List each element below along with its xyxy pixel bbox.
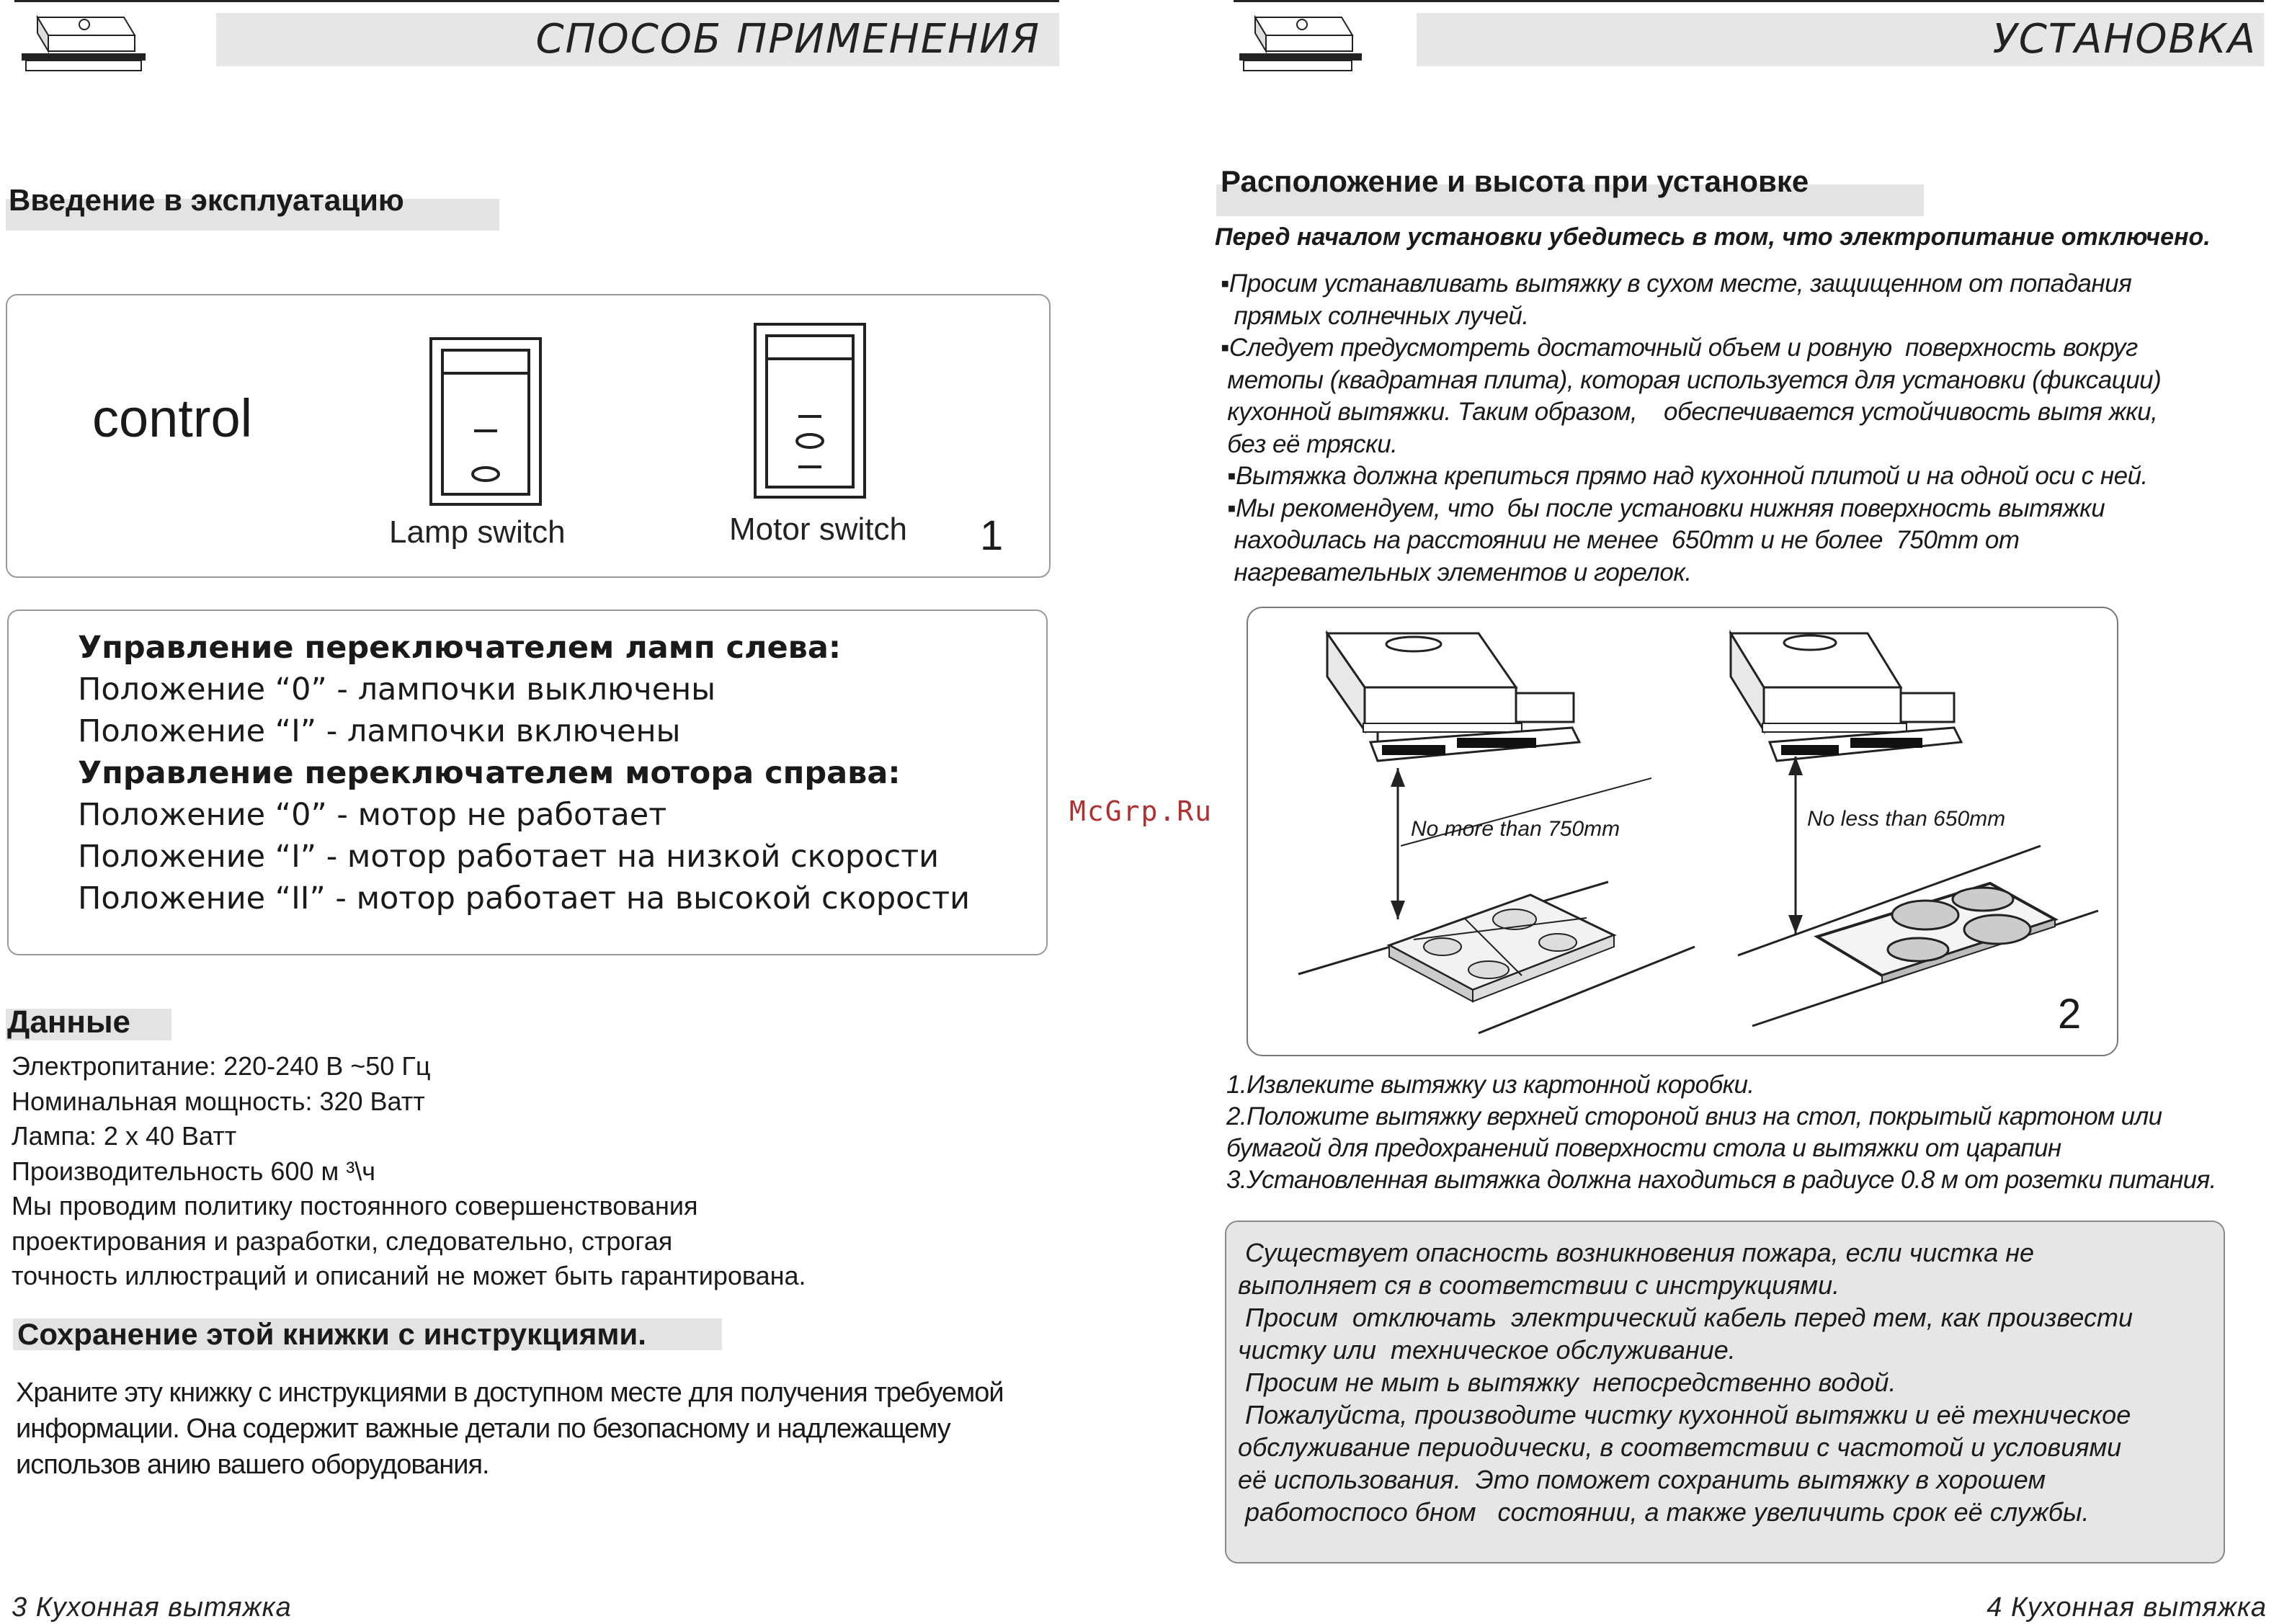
text-line: проектирования и разработки, следовательно, строгая bbox=[12, 1226, 673, 1256]
text-line: Управление переключателем ламп слева: bbox=[78, 630, 842, 666]
motor-switch-label: Motor switch bbox=[729, 512, 907, 547]
text-line: бумагой для предохранений поверхности стола и вытяжки от царапин bbox=[1226, 1134, 2061, 1162]
top-rule-left bbox=[14, 0, 1059, 2]
data-list bbox=[12, 1049, 806, 1294]
lamp-switch-icon bbox=[421, 336, 550, 509]
text-line: ▪Просим устанавливать вытяжку в сухом месте, защищенном от попадания bbox=[1221, 269, 2132, 298]
switch-description-box bbox=[7, 610, 1048, 955]
lamp-switch-label: Lamp switch bbox=[389, 514, 566, 550]
text-line: Существует опасность возникновения пожара, если чистка не bbox=[1238, 1238, 2035, 1267]
text-line: кухонной вытяжки. Таким образом, обеспечивается устойчивость вытя жки, bbox=[1221, 398, 2158, 426]
figure-number-2: 2 bbox=[2058, 991, 2082, 1038]
text-line: Электропитание: 220-240 В ~50 Гц bbox=[12, 1051, 431, 1081]
keep-text bbox=[16, 1375, 1004, 1483]
caution-text bbox=[1238, 1236, 2133, 1528]
control-label: control bbox=[92, 388, 253, 448]
page-footer-right: 4 Кухонная вытяжка bbox=[1987, 1592, 2267, 1623]
text-line: Номинальная мощность: 320 Ватт bbox=[12, 1086, 425, 1116]
text-line: Храните эту книжку с инструкциями в доступном месте для получения требуемой bbox=[16, 1378, 1004, 1408]
text-line: точность иллюстраций и описаний не может быть гарантирована. bbox=[12, 1261, 806, 1290]
text-line: прямых солнечных лучей. bbox=[1221, 301, 1529, 330]
text-line: Положение “0” - мотор не работает bbox=[78, 797, 667, 833]
control-panel-box bbox=[6, 294, 1051, 578]
text-line: находилась на расстоянии не менее 650mm и не более 750mm от bbox=[1221, 526, 2020, 554]
gas-cooktop-icon bbox=[1389, 895, 1614, 1001]
motor-switch-icon bbox=[745, 321, 875, 501]
text-line: Положение “I” - мотор работает на низкой скорости bbox=[78, 839, 940, 875]
text-line: её использования. Это поможет сохранить вытяжку в хорошем bbox=[1238, 1465, 2046, 1494]
install-title: Расположение и высота при установке bbox=[1221, 164, 1809, 198]
text-line: ▪Мы рекомендуем, что бы после установки нижняя поверхность вытяжки bbox=[1221, 494, 2105, 522]
install-steps bbox=[1226, 1069, 2216, 1196]
text-line: Просим отключать электрический кабель перед тем, как произвести bbox=[1238, 1303, 2133, 1332]
text-line: Производительность 600 м ³\ч bbox=[12, 1156, 375, 1186]
text-line: 1.Извлеките вытяжку из картонной коробки. bbox=[1226, 1071, 1754, 1099]
text-line: Положение “II” - мотор работает на высокой скорости bbox=[78, 880, 971, 916]
page-footer-left: 3 Кухонная вытяжка bbox=[12, 1592, 292, 1623]
text-line: использов анию вашего оборудования. bbox=[16, 1450, 489, 1480]
text-line: 3.Установленная вытяжка должна находиться в радиусе 0.8 м от розетки питания. bbox=[1226, 1166, 2216, 1194]
text-line: работоспосо бном состоянии, а также увеличить срок её службы. bbox=[1238, 1497, 2090, 1527]
text-line: 2.Положите вытяжку верхней стороной вниз на стол, покрытый картоном или bbox=[1226, 1102, 2162, 1130]
page-title-right: УСТАНОВКА bbox=[1992, 16, 2257, 63]
text-line: Лампа: 2 х 40 Ватт bbox=[12, 1121, 237, 1151]
text-line: информации. Она содержит важные детали по безопасному и надлежащему bbox=[16, 1414, 950, 1444]
text-line: ▪Следует предусмотреть достаточный объем и ровную поверхность вокруг bbox=[1221, 334, 2138, 362]
hood-thumbnail-icon bbox=[16, 10, 146, 75]
text-line: ▪Вытяжка должна крепиться прямо над кухонной плитой и на одной оси с ней. bbox=[1221, 462, 2148, 490]
hood-left-icon bbox=[1327, 633, 1579, 761]
electric-cooktop-icon bbox=[1817, 883, 2055, 983]
text-line: обслуживание периодически, в соответствии с частотой и условиями bbox=[1238, 1432, 2122, 1462]
power-off-warning: Перед началом установки убедитесь в том, что электропитание отключено. bbox=[1215, 223, 2211, 251]
switch-description-list bbox=[78, 627, 970, 919]
text-line: Положение “0” - лампочки выключены bbox=[78, 672, 716, 708]
text-line: Просим не мыт ь вытяжку непосредственно водой. bbox=[1238, 1368, 1896, 1397]
figure-number-1: 1 bbox=[980, 512, 1004, 559]
text-line: Управление переключателем мотора справа: bbox=[78, 755, 901, 791]
height-diagram-svg bbox=[1248, 608, 2117, 1055]
hood-right-icon bbox=[1731, 633, 1961, 761]
text-line: Пожалуйста, производите чистку кухонной вытяжки и её техническое bbox=[1238, 1400, 2131, 1429]
text-line: чистку или техническое обслуживание. bbox=[1238, 1335, 1736, 1365]
installation-diagram bbox=[1247, 607, 2118, 1056]
keep-title: Сохранение этой книжки с инструкциями. bbox=[17, 1317, 646, 1351]
text-line: без её тряски. bbox=[1221, 429, 1398, 458]
text-line: нагревательных элементов и горелок. bbox=[1221, 558, 1692, 586]
caution-box bbox=[1225, 1221, 2225, 1563]
text-line: выполняет ся в соответствии с инструкциями. bbox=[1238, 1270, 1840, 1300]
hood-thumbnail-icon bbox=[1234, 10, 1363, 75]
top-rule-right bbox=[1234, 0, 2264, 2]
label-min-height: No less than 650mm bbox=[1807, 807, 2006, 831]
install-bullets bbox=[1221, 268, 2161, 589]
text-line: Мы проводим политику постоянного совершенствования bbox=[12, 1191, 698, 1221]
page-title-left: СПОСОБ ПРИМЕНЕНИЯ bbox=[535, 16, 1040, 63]
text-line: Положение “I” - лампочки включены bbox=[78, 713, 681, 749]
text-line: метопы (квадратная плита), которая используется для установки (фиксации) bbox=[1221, 365, 2162, 394]
watermark-text: McGrp.Ru bbox=[1069, 795, 1213, 827]
label-max-height: No more than 750mm bbox=[1411, 817, 1620, 841]
data-title: Данные bbox=[7, 1004, 131, 1040]
intro-title: Введение в эксплуатацию bbox=[9, 183, 404, 217]
